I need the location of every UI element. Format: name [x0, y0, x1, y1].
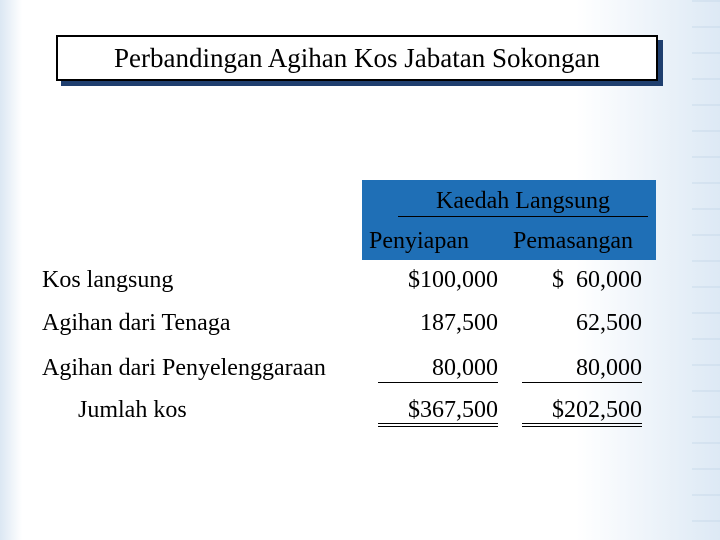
row-4-col-2-value: $202,500 [522, 398, 642, 427]
row-3-col-1-value: 80,000 [378, 356, 498, 383]
column-header-pemasangan: Pemasangan [513, 228, 633, 254]
left-decoration [0, 0, 22, 540]
row-label-agihan-penyelenggaraan: Agihan dari Penyelenggaraan [42, 355, 326, 381]
row-1-col-1-value: $100,000 [408, 267, 498, 293]
method-heading: Kaedah Langsung [398, 189, 648, 217]
row-label-jumlah-kos: Jumlah kos [78, 397, 187, 423]
right-decoration [692, 0, 720, 540]
row-label-agihan-tenaga: Agihan dari Tenaga [42, 310, 231, 336]
title-box [56, 35, 658, 81]
row-1-col-2-value: $ 60,000 [552, 267, 642, 293]
row-4-col-1-value: $367,500 [378, 398, 498, 427]
row-label-kos-langsung: Kos langsung [42, 267, 174, 293]
row-2-col-2-value: 62,500 [576, 310, 642, 336]
row-2-col-1-value: 187,500 [420, 310, 498, 336]
column-header-penyiapan: Penyiapan [369, 228, 469, 254]
slide-title: Perbandingan Agihan Kos Jabatan Sokongan [114, 42, 600, 73]
row-3-col-2-value: 80,000 [522, 356, 642, 383]
